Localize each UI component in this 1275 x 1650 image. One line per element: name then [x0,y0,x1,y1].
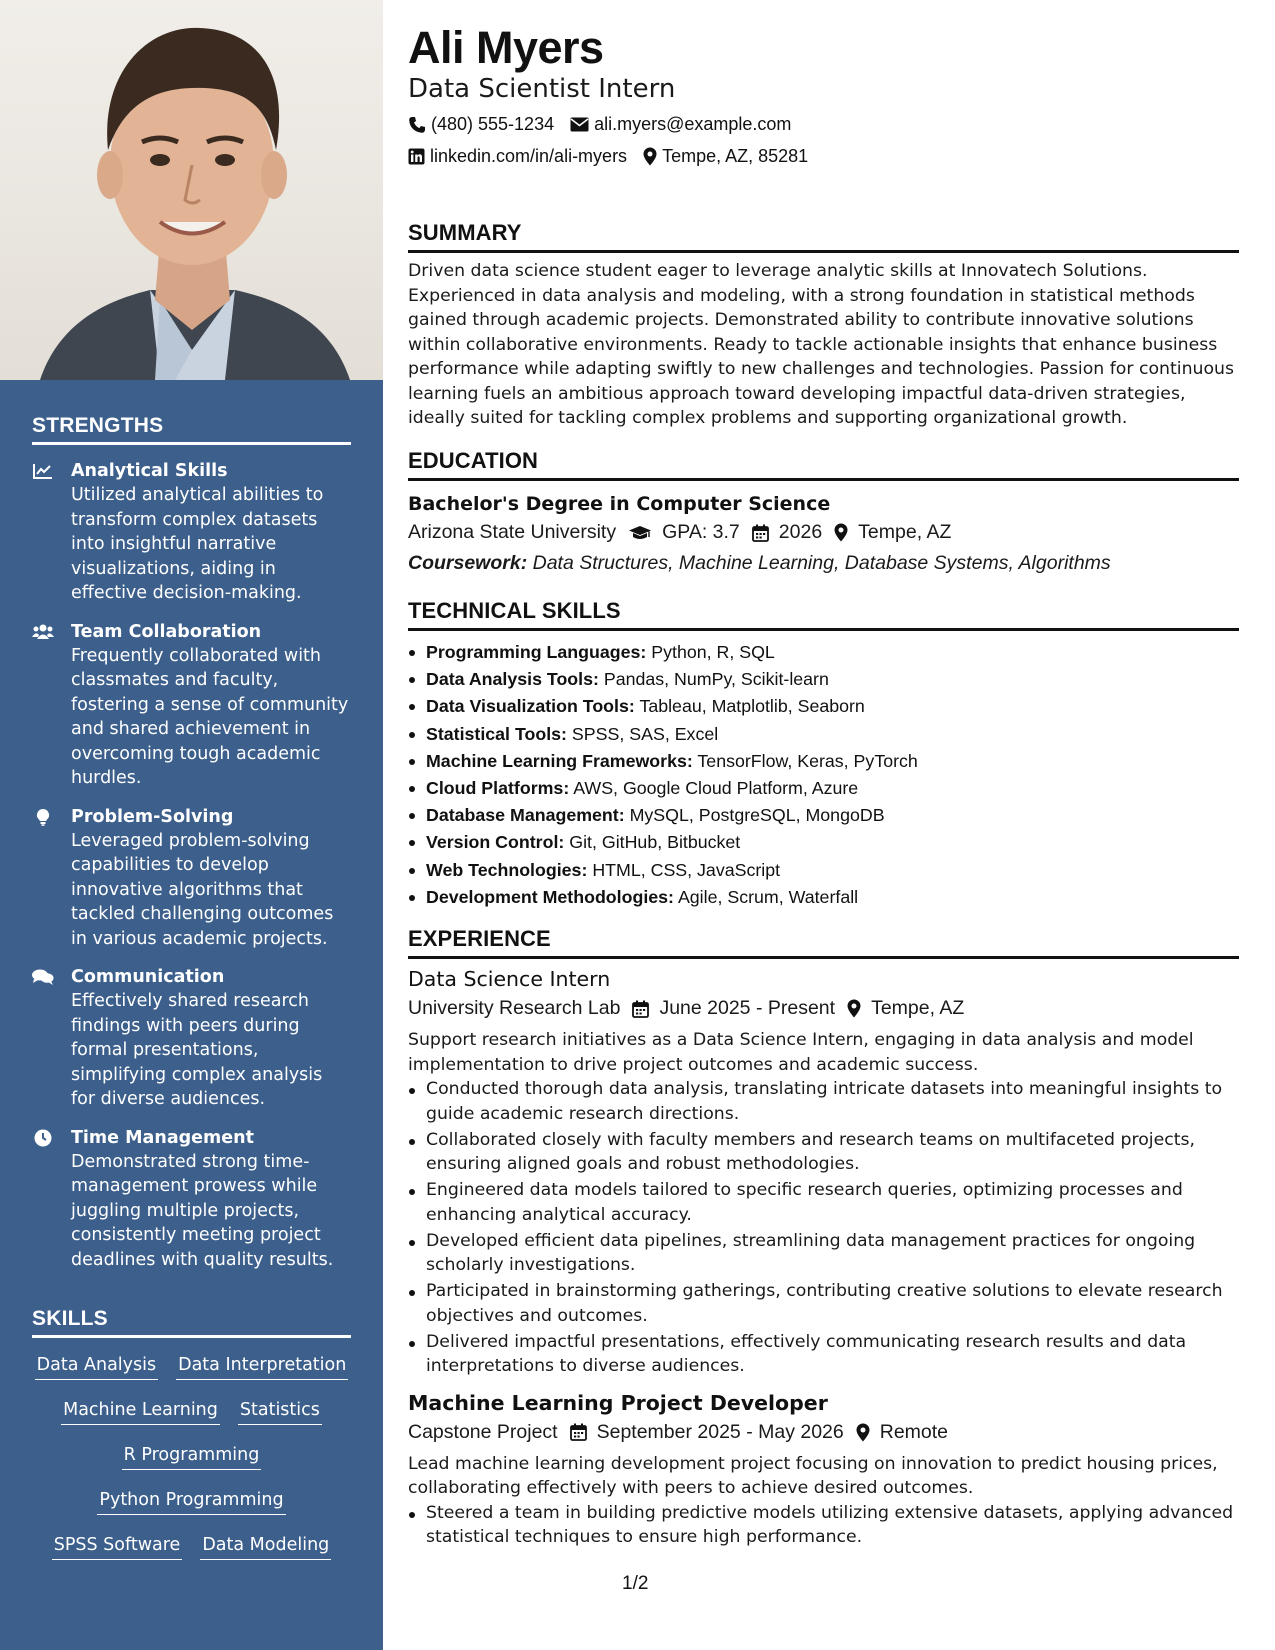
summary-section [408,220,1239,431]
list-item: Developed efficient data pipelines, streamlining data management practices for ongoing scholarly investigations. [408,1229,1239,1278]
skill-category: Data Analysis Tools: [426,669,599,690]
experience-heading: EXPERIENCE [408,926,1239,959]
position-title: Machine Learning Project Developer [408,1390,828,1415]
job-entry [408,967,1239,1379]
strength-title: Team Collaboration [71,621,262,642]
location-text: Tempe, AZ, 85281 [662,146,809,166]
skill-values: Python, R, SQL [651,642,775,662]
linkedin-icon [408,148,425,165]
skill-tag: R Programming [122,1442,262,1470]
skill-tag: Data Analysis [35,1352,158,1380]
list-item [408,775,1239,802]
list-item: Engineered data models tailored to specific research queries, optimizing processes and enhancing analytical accuracy. [408,1178,1239,1227]
strength-item [32,805,351,952]
job-dates: June 2025 - Present [659,997,836,1019]
page-number: 1/2 [622,1573,649,1594]
skill-values: AWS, Google Cloud Platform, Azure [573,778,859,799]
skill-values: SPSS, SAS, Excel [571,723,719,744]
skill-tag: SPSS Software [52,1532,183,1560]
coursework-list: Data Structures, Machine Learning, Database Systems, Algorithms [532,552,1111,574]
list-item: Steered a team in building predictive models utilizing extensive datasets, applying advanced statistical techniques to ensure high performance. [408,1501,1239,1550]
experience-section [408,926,1239,1551]
list-item [408,829,1239,856]
skills-heading: SKILLS [32,1307,351,1338]
job-dates: September 2025 - May 2026 [596,1420,844,1443]
technical-skills-heading: TECHNICAL SKILLS [408,598,1239,631]
list-item: Participated in brainstorming gatherings, contributing creative solutions to elevate research objectives and outcomes. [408,1279,1239,1328]
strength-description: Leveraged problem-solving capabilities to develop innovative algorithms that tackled challenging outcomes in various academic projects. [71,830,334,949]
list-item [408,884,1239,911]
envelope-icon [570,117,589,132]
gpa-text: GPA: 3.7 [662,521,740,543]
calendar-icon [570,1423,587,1441]
list-item: Delivered impactful presentations, effectively communicating research results and data interpretations to diverse audiences. [408,1330,1239,1379]
strength-description: Frequently collaborated with classmates and faculty, fostering a sense of community and shared achievement in overcoming tough academic hurdles. [71,645,349,788]
location-pin-icon [643,147,657,166]
skill-values: Git, GitHub, Bitbucket [569,832,741,853]
skill-tag: Statistics [238,1397,322,1425]
education-meta [408,521,1239,544]
graduation-cap-icon [628,525,652,541]
job-title: Data Scientist Intern [408,74,676,104]
contact-line [408,114,791,135]
job-meta [408,1421,1239,1444]
calendar-icon [632,1000,649,1018]
strength-item [32,1126,351,1273]
coursework [408,552,1239,575]
strength-description: Utilized analytical abilities to transform complex datasets into insightful narrative visualizations, aiding in effective decision-making. [71,485,324,603]
strengths-section [32,414,351,1272]
school-location: Tempe, AZ [858,521,952,543]
job-location: Remote [879,1420,949,1443]
job-entry [408,1391,1239,1550]
strength-item [32,965,351,1112]
list-item: Collaborated closely with faculty members and research teams on multifaceted projects, ensuring aligned goals and robust methodologies. [408,1128,1239,1177]
list-item [408,748,1239,775]
organization-name: Capstone Project [408,1420,558,1443]
location-pin-icon [834,523,848,542]
strength-title: Problem-Solving [71,806,234,827]
skill-values: TensorFlow, Keras, PyTorch [697,750,918,771]
profile-photo [0,0,383,380]
skill-category: Web Technologies: [426,859,588,880]
degree-name: Bachelor's Degree in Computer Science [408,493,831,515]
education-heading: EDUCATION [408,448,1239,481]
summary-text: Driven data science student eager to leverage analytic skills at Innovatech Solutions. Experienced in data analysis and modeling, with a strong foundation in statistical methods gained through academic projects. Demonstrated ability to contribute innovative solutions within collaborative environments. Ready to tackle actionable insights that enhance business performance while adapting swiftly to new challenges and technologies. Passion for continuous learning fuels an ambitious approach toward developing impactful data-driven strategies, ideally suited for tackling complex problems and supporting organizational growth. [408,261,1235,428]
strengths-heading: STRENGTHS [32,414,351,445]
position-title: Data Science Intern [408,967,611,991]
location-pin-icon [847,999,861,1018]
skill-tag: Data Modeling [200,1532,331,1560]
skill-category: Machine Learning Frameworks: [426,750,693,771]
skill-category: Database Management: [426,805,625,826]
skill-category: Programming Languages: [426,642,647,662]
list-item [408,666,1239,693]
calendar-icon [752,524,769,542]
coursework-label: Coursework: [408,552,528,574]
job-description: Lead machine learning development project focusing on innovation to predict housing prices, collaborating effectively with peers to achieve desired outcomes. [408,1453,1218,1498]
skill-category: Data Visualization Tools: [426,696,635,717]
skill-category: Cloud Platforms: [426,778,570,799]
organization-name: University Research Lab [408,997,621,1019]
graduation-year: 2026 [778,521,823,543]
job-location: Tempe, AZ [871,997,965,1019]
job-description: Support research initiatives as a Data Science Intern, engaging in data analysis and model implementation to drive project outcomes and academic success. [408,1030,1194,1075]
technical-skills-section [408,598,1239,911]
users-icon [32,623,54,641]
strength-item [32,620,351,791]
summary-heading: SUMMARY [408,220,1239,253]
list-item [408,802,1239,829]
comments-icon [32,968,54,986]
candidate-name: Ali Myers [408,22,604,73]
skill-category: Version Control: [426,832,565,853]
strength-title: Analytical Skills [71,461,228,481]
strength-description: Effectively shared research findings with peers during formal presentations, simplifying complex analysis for diverse audiences. [71,991,323,1109]
skill-tag: Python Programming [97,1487,285,1515]
strength-title: Communication [71,967,225,987]
skill-category: Statistical Tools: [426,723,567,744]
strength-title: Time Management [71,1127,254,1148]
linkedin-link[interactable]: linkedin.com/in/ali-myers [430,146,628,166]
skill-values: MySQL, PostgreSQL, MongoDB [629,805,885,826]
list-item [408,639,1239,666]
skill-values: Pandas, NumPy, Scikit-learn [603,669,829,690]
skills-section [32,1307,351,1577]
education-section [408,448,1239,575]
job-meta [408,997,1239,1020]
strength-description: Demonstrated strong time-management prowess while juggling multiple projects, consistently meeting project deadlines with quality results. [71,1151,334,1270]
skill-values: HTML, CSS, JavaScript [592,859,781,880]
list-item: Conducted thorough data analysis, translating intricate datasets into meaningful insights to guide academic research directions. [408,1077,1239,1126]
lightbulb-icon [32,808,54,826]
skill-category: Development Methodologies: [426,886,674,907]
skill-tag: Machine Learning [61,1397,220,1425]
list-item [408,721,1239,748]
contact-line [408,146,808,167]
skill-values: Tableau, Matplotlib, Seaborn [639,696,865,717]
skill-tag: Data Interpretation [176,1352,348,1380]
location-pin-icon [856,1423,870,1442]
school-name: Arizona State University [408,521,617,543]
skill-values: Agile, Scrum, Waterfall [677,886,859,907]
phone-icon [408,116,426,134]
list-item [408,857,1239,884]
chart-line-icon [32,462,54,480]
sidebar [0,0,383,1650]
list-item [408,693,1239,720]
phone-number[interactable]: (480) 555-1234 [431,114,555,134]
strength-item [32,459,351,606]
email-link[interactable]: ali.myers@example.com [594,114,792,134]
clock-icon [32,1129,54,1147]
